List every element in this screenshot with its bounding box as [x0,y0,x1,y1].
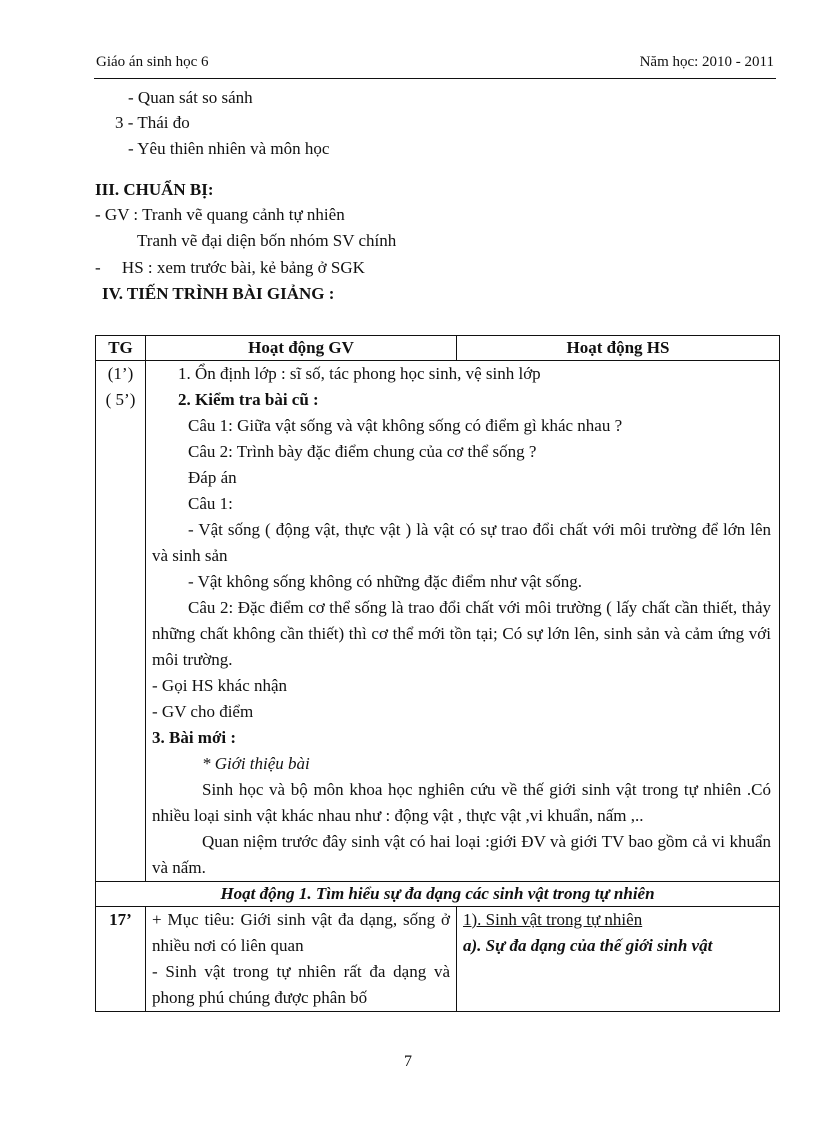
intro-line-3: - Yêu thiên nhiên và môn học [128,139,330,158]
section-3-line-3: - HS : xem trước bài, kẻ bảng ở SGK [95,258,365,277]
content-line-11: - GV cho điểm [152,702,254,721]
time-2: ( 5’) [105,390,136,409]
content-line-5: Đáp án [188,468,237,487]
gv-line-2: - Sinh vật trong tự nhiên rất đa dạng và phong phú chúng được phân bố [152,962,450,1007]
content-line-9: Câu 2: Đặc điểm cơ thể sống là trao đổi chất với môi trường ( lấy chất cần thiết, thảy những chất không cần thiết) thì cơ thể mới tồn tại; Có sự lớn lên, sinh sản và cảm ứng với môi trường. [152,598,771,669]
content-line-10: - Gọi HS khác nhận [152,676,288,695]
gv-line-1: + Mục tiêu: Giới sinh vật đa dạng, sống ở nhiều nơi có liên quan [152,910,450,955]
time-cell-activity-1 [96,907,146,1012]
header-hs: Hoạt động HS [457,336,780,361]
content-line-2: 2. Kiểm tra bài cũ : [178,390,319,409]
section-4-title: IV. TIẾN TRÌNH BÀI GIẢNG : [102,284,335,303]
section-3-title: III. CHUẨN BỊ: [95,180,214,199]
time-cell-main [96,361,146,882]
hs-cell-activity-1 [457,907,780,1012]
intro-line-2: 3 - Thái đo [115,113,190,132]
header-gv: Hoạt động GV [146,336,457,361]
section-3-line-1: - GV : Tranh vẽ quang cảnh tự nhiên [95,205,345,224]
table-header-row [96,336,780,361]
table-row-main [96,361,780,882]
content-line-13: * Giới thiệu bài [202,754,310,773]
content-line-3: Câu 1: Giữa vật sống và vật không sống có điểm gì khác nhau ? [188,416,623,435]
time-1: (1’) [107,364,134,383]
page-number: 7 [404,1053,412,1070]
page-header-left: Giáo án sinh học 6 [96,54,209,70]
content-line-1: 1. Ổn định lớp : sĩ số, tác phong học sinh, vệ sinh lớp [178,364,541,383]
content-line-7: - Vật sống ( động vật, thực vật ) là vật có sự trao đổi chất với môi trường để lớn lên và sinh sản [152,520,771,565]
time-3: 17’ [109,910,132,929]
activity-1-row [96,882,780,907]
content-line-6: Câu 1: [188,494,233,513]
gv-cell-activity-1 [146,907,457,1012]
lesson-table [95,335,780,1012]
content-cell-main [146,361,780,882]
intro-line-1: - Quan sát so sánh [128,88,253,107]
content-line-12: 3. Bài mới : [152,728,237,747]
hs-line-2: a). Sự đa dạng của thế giới sinh vật [463,936,713,955]
table-row-activity-1 [96,907,780,1012]
content-line-15: Quan niệm trước đây sinh vật có hai loại :giới ĐV và giới TV bao gồm cả vi khuẩn và nấm. [152,832,771,877]
section-3-line-2: Tranh vẽ đại diện bốn nhóm SV chính [137,231,397,250]
content-line-8: - Vật không sống không có những đặc điểm như vật sống. [188,572,582,591]
content-line-4: Câu 2: Trình bày đặc điểm chung của cơ thể sống ? [188,442,537,461]
header-rule [94,78,776,79]
content-line-14: Sinh học và bộ môn khoa học nghiên cứu về thế giới sinh vật trong tự nhiên .Có nhiều loại sinh vật khác nhau như : động vật , thực vật ,vi khuẩn, nấm ,.. [152,780,771,825]
hs-line-1: 1). Sinh vật trong tự nhiên [463,910,643,929]
header-tg: TG [96,336,146,361]
activity-1-title: Hoạt động 1. Tìm hiểu sự đa dạng các sinh vật trong tự nhiên [96,882,780,907]
page-header-right: Năm học: 2010 - 2011 [639,54,774,70]
